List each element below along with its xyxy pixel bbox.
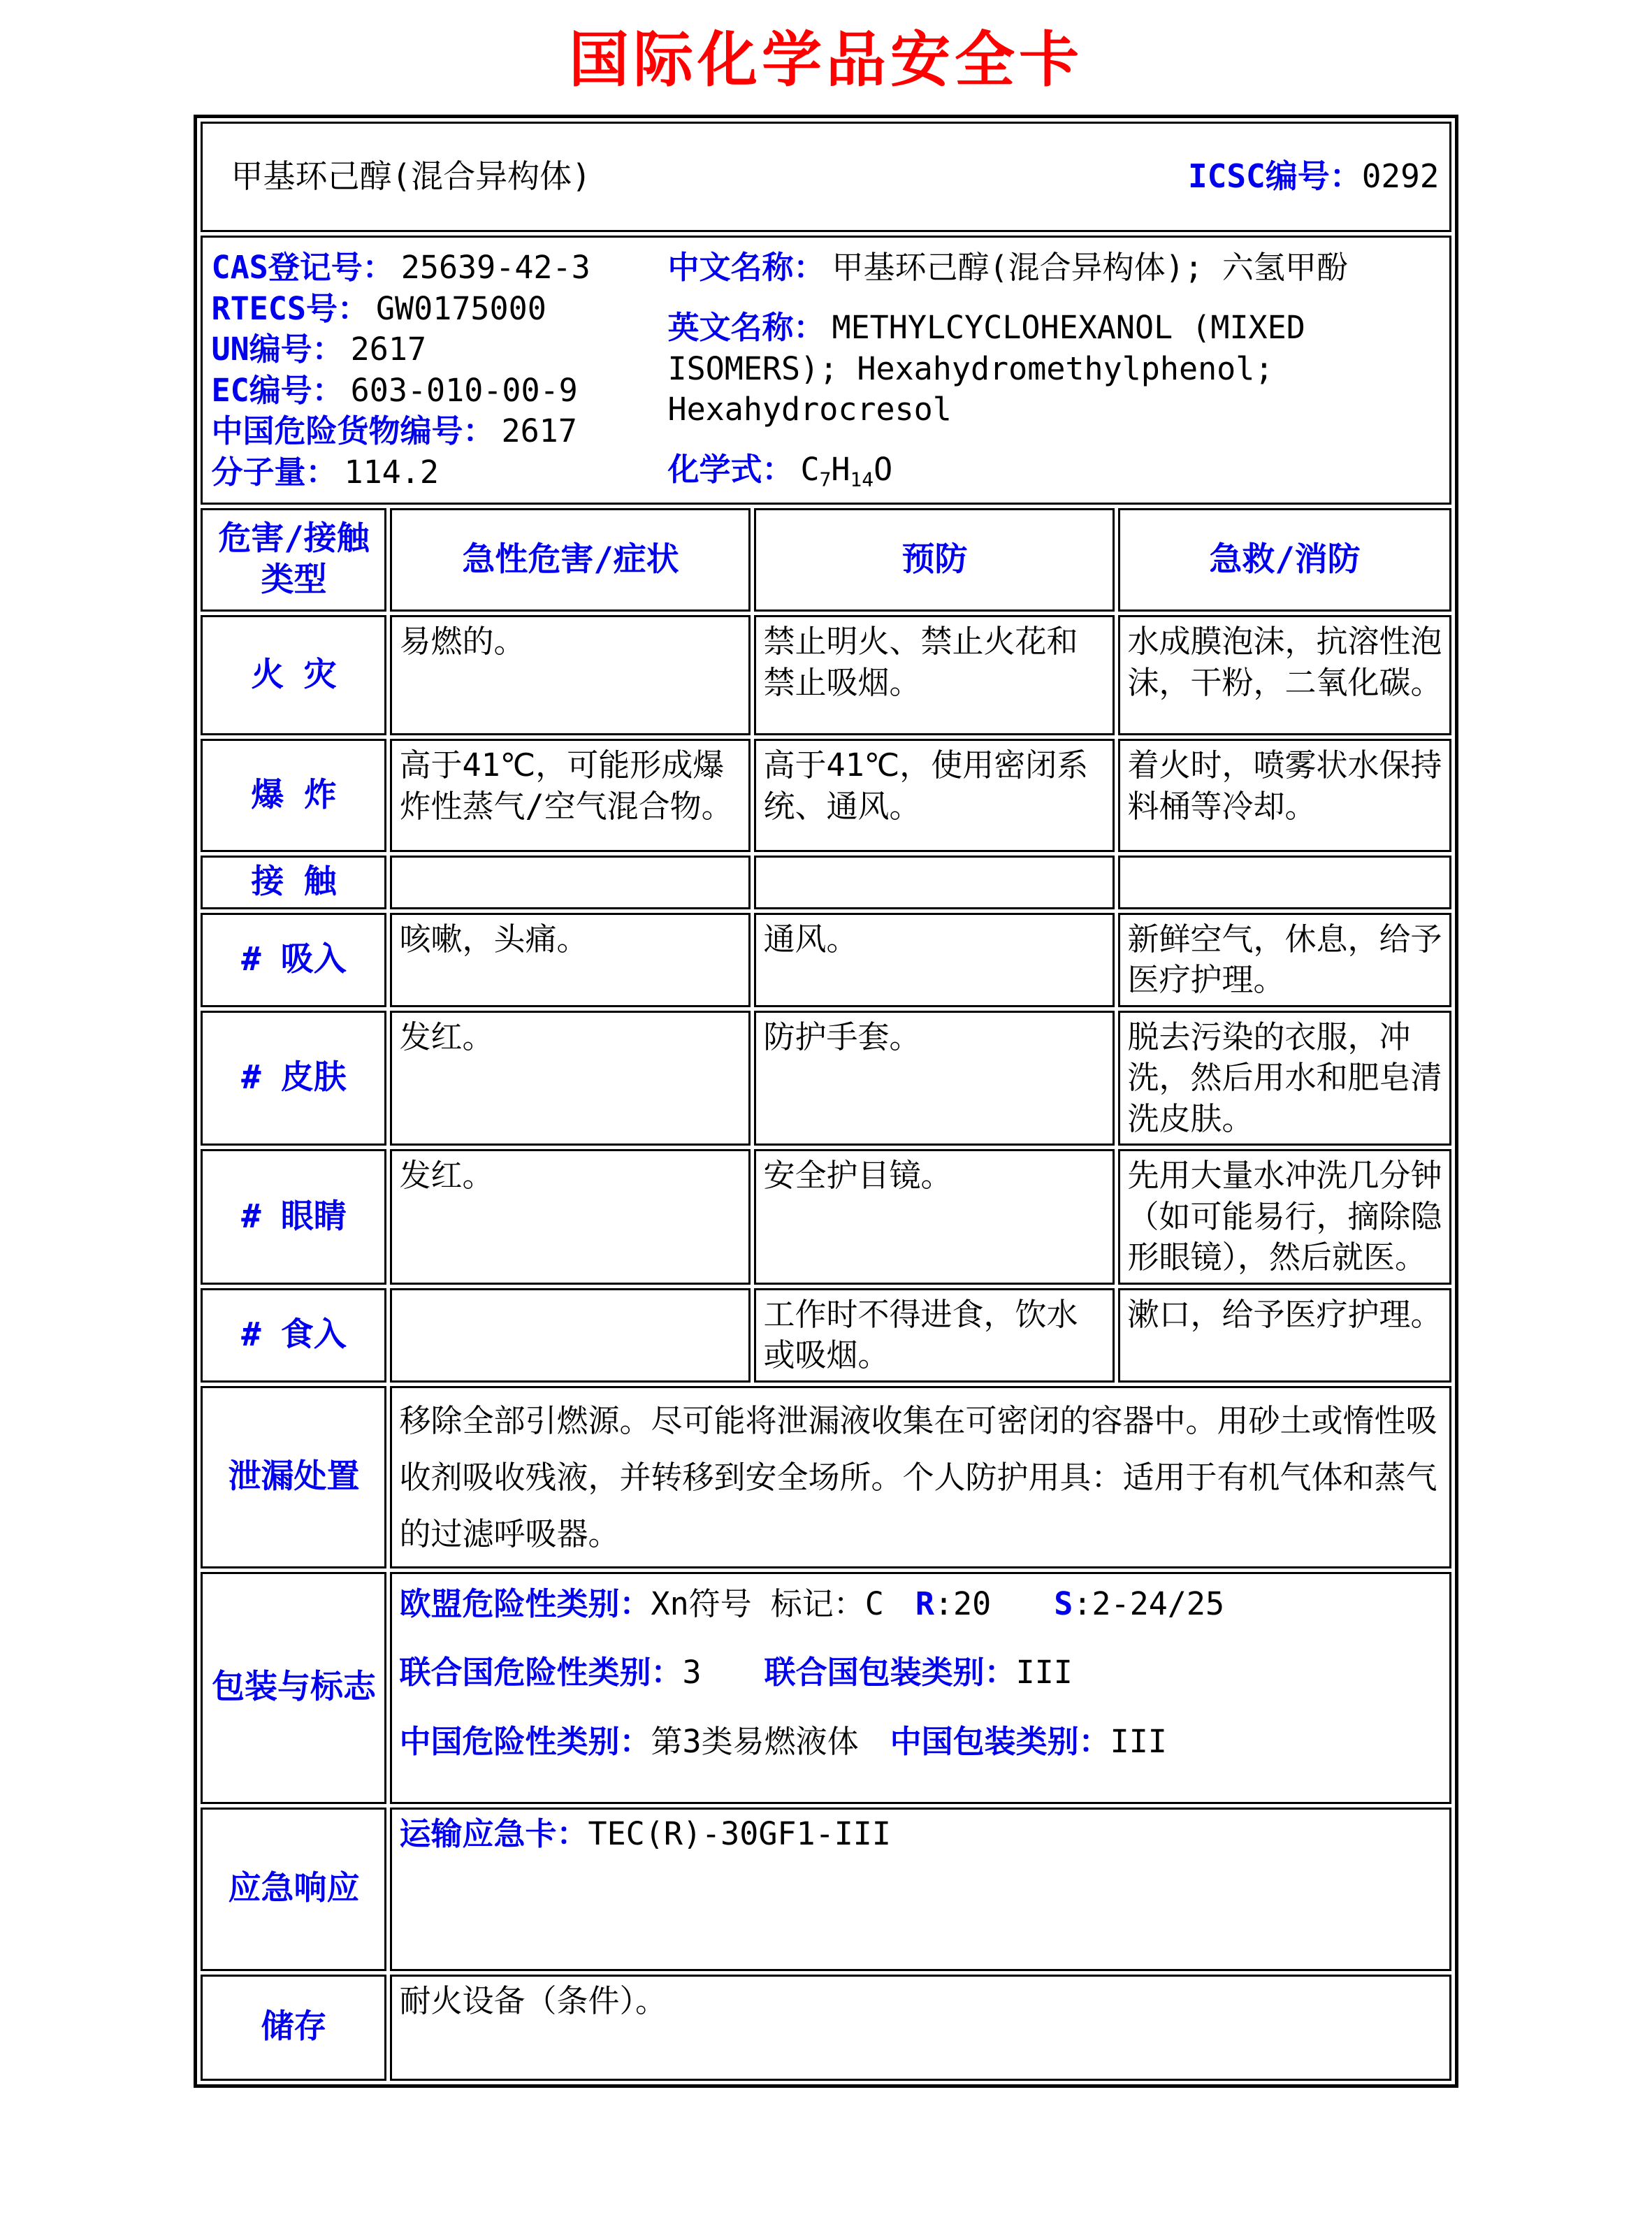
field-label: 化学式： <box>667 451 794 489</box>
storage-row <box>201 1975 1451 2081</box>
prevention-cell: 安全护目镜。 <box>754 1149 1115 1285</box>
field-label: EC编号： <box>211 371 344 409</box>
field-label: 中文名称： <box>667 249 825 286</box>
identifier-line-china-dg <box>211 411 662 452</box>
hazard-type-cell: # 食入 <box>201 1288 386 1383</box>
prevention-cell: 禁止明火、禁止火花和禁止吸烟。 <box>754 615 1115 735</box>
hazard-type-cell: 火 灾 <box>201 615 386 735</box>
prevention-cell: 防护手套。 <box>754 1011 1115 1146</box>
first-aid-cell: 水成膜泡沫，抗溶性泡沫，干粉，二氧化碳。 <box>1118 615 1451 735</box>
emergency-response-content <box>390 1808 1451 1971</box>
first-aid-cell: 新鲜空气，休息，给予医疗护理。 <box>1118 913 1451 1007</box>
section-label: 储存 <box>201 1975 386 2081</box>
identifier-line-rtecs <box>211 289 662 330</box>
chemical-formula: $C_7H_{14}O$ <box>800 451 893 491</box>
hazard-column-header-firstaid: 急救/消防 <box>1118 508 1451 612</box>
identifier-line-ec <box>211 370 662 412</box>
prevention-cell: 工作时不得进食，饮水或吸烟。 <box>754 1288 1115 1383</box>
un-hazard-class-line: 联合国危险性类别：3 联合国包装类别：III <box>399 1654 1073 1691</box>
storage-text: 耐火设备（条件）。 <box>390 1975 1451 2081</box>
hazard-type-cell: # 皮肤 <box>201 1011 386 1146</box>
hazard-type-cell: 爆 炸 <box>201 739 386 852</box>
prevention-cell: 通风。 <box>754 913 1115 1007</box>
field-value: 2617 <box>501 412 577 449</box>
identifier-line-molweight <box>211 452 662 493</box>
symptom-cell: 发红。 <box>390 1149 751 1285</box>
hazard-row-ingestion <box>201 1288 1451 1383</box>
chemical-name: 甲基环己醇(混合异构体) <box>231 157 591 196</box>
icsc-value: 0292 <box>1361 157 1440 196</box>
symptom-cell: 高于41℃，可能形成爆炸性蒸气/空气混合物。 <box>390 739 751 852</box>
prevention-cell <box>754 856 1115 909</box>
hazard-row-eyes <box>201 1149 1451 1285</box>
packaging-labelling-row <box>201 1572 1451 1804</box>
section-label: 包装与标志 <box>201 1572 386 1804</box>
hazard-row-exposure <box>201 856 1451 909</box>
hazard-type-cell: # 吸入 <box>201 913 386 1007</box>
field-label: 分子量： <box>211 453 338 491</box>
eu-hazard-class-line: 欧盟危险性类别：Xn符号 标记：C R:20 S:2-24/25 <box>399 1585 1225 1622</box>
prevention-cell: 高于41℃，使用密闭系统、通风。 <box>754 739 1115 852</box>
safety-card-table <box>194 115 1458 2088</box>
field-label: UN编号： <box>211 331 344 368</box>
field-label: CAS登记号： <box>211 249 394 286</box>
hazard-type-cell: # 眼睛 <box>201 1149 386 1285</box>
field-label: 中国危险货物编号： <box>211 412 495 449</box>
hazard-type-cell: 接 触 <box>201 856 386 909</box>
identifier-list <box>211 245 662 496</box>
hazard-row-inhalation <box>201 913 1451 1007</box>
field-value: 25639-42-3 <box>400 249 590 286</box>
field-label: 英文名称： <box>667 309 825 347</box>
hazard-column-header-type: 危害/接触类型 <box>201 508 386 612</box>
identifier-line-un <box>211 329 662 370</box>
symptom-cell <box>390 1288 751 1383</box>
section-label: 泄漏处置 <box>201 1386 386 1568</box>
field-value: 2617 <box>350 331 427 368</box>
header-cell <box>201 122 1451 232</box>
formula-line <box>667 449 1440 493</box>
china-hazard-class-line: 中国危险性类别：第3类易燃液体 中国包装类别：III <box>399 1722 1167 1760</box>
chinese-name-line <box>667 247 1440 289</box>
chinese-name-value: 甲基环己醇(混合异构体); 六氢甲酚 <box>832 249 1348 286</box>
symptom-cell: 易燃的。 <box>390 615 751 735</box>
first-aid-cell: 脱去污染的衣服，冲洗，然后用水和肥皂清洗皮肤。 <box>1118 1011 1451 1146</box>
hazard-column-header-prevention: 预防 <box>754 508 1115 612</box>
field-value: 603-010-00-9 <box>350 371 578 409</box>
spill-disposal-row <box>201 1386 1451 1568</box>
symptom-cell <box>390 856 751 909</box>
field-value: GW0175000 <box>375 289 546 327</box>
identification-row <box>201 236 1451 505</box>
page-title: 国际化学品安全卡 <box>569 25 1083 95</box>
field-label: RTECS号： <box>211 289 369 327</box>
first-aid-cell: 着火时，喷雾状水保持料桶等冷却。 <box>1118 739 1451 852</box>
header-row <box>201 122 1451 232</box>
symptom-cell: 咳嗽，头痛。 <box>390 913 751 1007</box>
identifier-line-cas <box>211 247 662 289</box>
english-name-value: METHYLCYCLOHEXANOL (MIXED ISOMERS); Hexahydromethylphenol; Hexahydrocresol <box>667 309 1305 428</box>
hazard-row-skin <box>201 1011 1451 1146</box>
section-label: 应急响应 <box>201 1808 386 1971</box>
hazard-table-header-row <box>201 508 1451 612</box>
field-value: 114.2 <box>344 453 439 491</box>
english-name-line <box>667 308 1440 431</box>
spill-disposal-text: 移除全部引燃源。尽可能将泄漏液收集在可密闭的容器中。用砂土或惰性吸收剂吸收残液，并转移到安全场所。个人防护用具：适用于有机气体和蒸气的过滤呼吸器。 <box>390 1386 1451 1568</box>
first-aid-cell <box>1118 856 1451 909</box>
first-aid-cell: 先用大量水冲洗几分钟（如可能易行，摘除隐形眼镜），然后就医。 <box>1118 1149 1451 1285</box>
icsc-number-line <box>1188 156 1440 198</box>
transport-emergency-card-line: 运输应急卡：TEC(R)-30GF1-III <box>399 1815 891 1852</box>
hazard-column-header-symptoms: 急性危害/症状 <box>390 508 751 612</box>
symptom-cell: 发红。 <box>390 1011 751 1146</box>
hazard-row-explosion <box>201 739 1451 852</box>
emergency-response-row <box>201 1808 1451 1971</box>
name-list <box>662 245 1440 496</box>
icsc-label: ICSC编号： <box>1187 157 1362 196</box>
first-aid-cell: 漱口，给予医疗护理。 <box>1118 1288 1451 1383</box>
hazard-row-fire <box>201 615 1451 735</box>
identification-cell <box>201 236 1451 505</box>
packaging-content <box>390 1572 1451 1804</box>
